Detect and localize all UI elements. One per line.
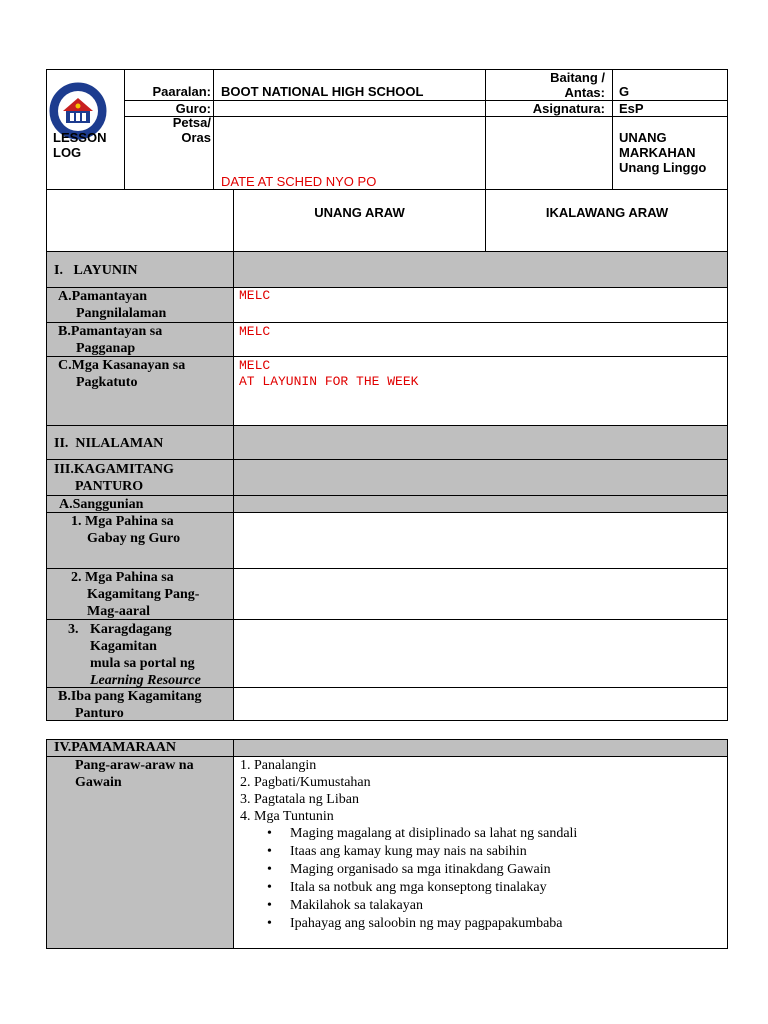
asignatura-label: Asignatura: xyxy=(532,101,605,116)
layunin-row-bg xyxy=(234,252,727,287)
row-a-text2: Pangnilalaman xyxy=(76,306,167,321)
day1-header: UNANG ARAW xyxy=(314,205,405,220)
sanggunian-heading: A.Sanggunian xyxy=(59,497,144,512)
markahan-line3: Unang Linggo xyxy=(619,160,707,175)
row-c-label xyxy=(58,357,228,391)
rule-item: • Itala sa notbuk ang mga konseptong tinalakay xyxy=(290,879,720,897)
pamamaraan-num: IV. xyxy=(54,740,72,755)
petsa-note: DATE AT SCHED NYO PO xyxy=(221,174,377,189)
gawain-label xyxy=(75,757,225,791)
nilalaman-row-bg xyxy=(234,426,727,459)
item2-label xyxy=(71,569,231,620)
iba-line1: Iba pang Kagamitang xyxy=(70,689,202,704)
item3-line4: Learning Resource xyxy=(90,673,201,688)
item3-label xyxy=(68,621,230,689)
pamamaraan-divider xyxy=(233,739,234,949)
kagamitan-text1: KAGAMITANG xyxy=(73,462,174,477)
petsa-label-line2: Oras xyxy=(181,130,211,145)
rule-item: • Makilahok sa talakayan xyxy=(290,897,720,915)
header-right-line-2 xyxy=(485,116,728,117)
rule-item: • Maging magalang at disiplinado sa lahat ng sandali xyxy=(290,825,720,843)
lesson-log-text: LESSON LOG xyxy=(53,130,107,160)
item3-line2: Kagamitan xyxy=(90,639,157,654)
gawain-content xyxy=(240,757,720,933)
item1-line1: 1. Mga Pahina sa xyxy=(71,514,174,529)
row-b-value: MELC xyxy=(239,324,271,339)
item3-num: 3. xyxy=(68,622,79,637)
guro-label: Guro: xyxy=(175,101,211,116)
kagamitan-row-bg xyxy=(234,460,727,495)
row-a-value: MELC xyxy=(239,288,271,303)
rule-item: • Maging organisado sa mga itinakdang Gawain xyxy=(290,861,720,879)
row-b-label xyxy=(58,323,228,357)
baitang-label xyxy=(485,70,605,100)
row-b-text2: Pagganap xyxy=(76,341,136,356)
steps-list xyxy=(240,757,720,825)
petsa-label-line1: Petsa/ xyxy=(172,115,211,130)
gawain-line2: Gawain xyxy=(75,775,122,790)
iba-label xyxy=(58,688,230,722)
item3-line1: Karagdagang xyxy=(90,622,172,637)
baitang-value: G xyxy=(619,84,630,99)
rules-list xyxy=(240,825,720,933)
pamamaraan-text: PAMAMARAAN xyxy=(71,740,176,755)
row-c-text1: Mga Kasanayan sa xyxy=(71,358,186,373)
row-c-text2: Pagkatuto xyxy=(76,375,138,390)
rule-item: • Ipahayag ang saloobin ng may pagpapakumbaba xyxy=(290,915,720,933)
row-b-letter: B. xyxy=(58,324,71,339)
sanggunian-row-bg xyxy=(234,496,727,512)
row-a-letter: A. xyxy=(58,289,72,304)
iba-line2: Panturo xyxy=(75,706,124,721)
step-item: 4. Mga Tuntunin xyxy=(240,809,334,824)
days-divider-1 xyxy=(233,190,234,252)
days-divider-2 xyxy=(485,190,486,252)
item1-line2: Gabay ng Guro xyxy=(87,531,181,546)
iba-letter: B. xyxy=(58,689,71,704)
step-item: 2. Pagbati/Kumustahan xyxy=(240,775,371,790)
day2-header: IKALAWANG ARAW xyxy=(545,205,669,220)
row-c-value-line2: AT LAYUNIN FOR THE WEEK xyxy=(239,374,419,389)
item2-line3: Mag-aaral xyxy=(87,604,150,619)
days-row xyxy=(46,190,728,252)
line-item2 xyxy=(46,619,728,620)
row-b-text1: Pamantayan sa xyxy=(70,324,163,339)
kagamitan-heading xyxy=(54,461,229,495)
step-item: 3. Pagtatala ng Liban xyxy=(240,792,359,807)
pamamaraan-heading xyxy=(54,739,176,756)
item1-label xyxy=(71,513,231,547)
markahan-block xyxy=(619,130,725,175)
baitang-label-line2: Antas: xyxy=(564,85,605,100)
baitang-label-line1: Baitang / xyxy=(550,70,605,85)
markahan-line2: MARKAHAN xyxy=(619,145,696,160)
kagamitan-text2: PANTURO xyxy=(75,479,144,494)
petsa-label xyxy=(125,115,211,145)
row-a-label xyxy=(58,288,228,322)
step-item: 1. Panalangin xyxy=(240,758,317,773)
asignatura-value: EsP xyxy=(619,101,644,116)
item2-line1: 2. Mga Pahina sa xyxy=(71,570,174,585)
paaralan-label: Paaralan: xyxy=(152,84,211,99)
rule-item: • Itaas ang kamay kung may nais na sabihin xyxy=(290,843,720,861)
item2-line2: Kagamitang Pang- xyxy=(87,587,200,602)
row-a-text1: Pamantayan xyxy=(71,289,148,304)
kagamitan-num: III. xyxy=(54,462,74,477)
layunin-heading: I. LAYUNIN xyxy=(54,263,138,278)
row-c-letter: C. xyxy=(58,358,72,373)
item3-line3: mula sa portal ng xyxy=(90,656,195,671)
pamamaraan-header-bg xyxy=(234,740,727,756)
lesson-log-label xyxy=(53,130,123,160)
paaralan-value: BOOT NATIONAL HIGH SCHOOL xyxy=(221,84,424,99)
logo-cell xyxy=(46,69,125,190)
row-c-value-line1: MELC xyxy=(239,358,271,373)
nilalaman-heading: II. NILALAMAN xyxy=(54,436,164,451)
row-c-value xyxy=(239,358,418,390)
gawain-line1: Pang-araw-araw na xyxy=(75,758,194,773)
markahan-line1: UNANG xyxy=(619,130,667,145)
